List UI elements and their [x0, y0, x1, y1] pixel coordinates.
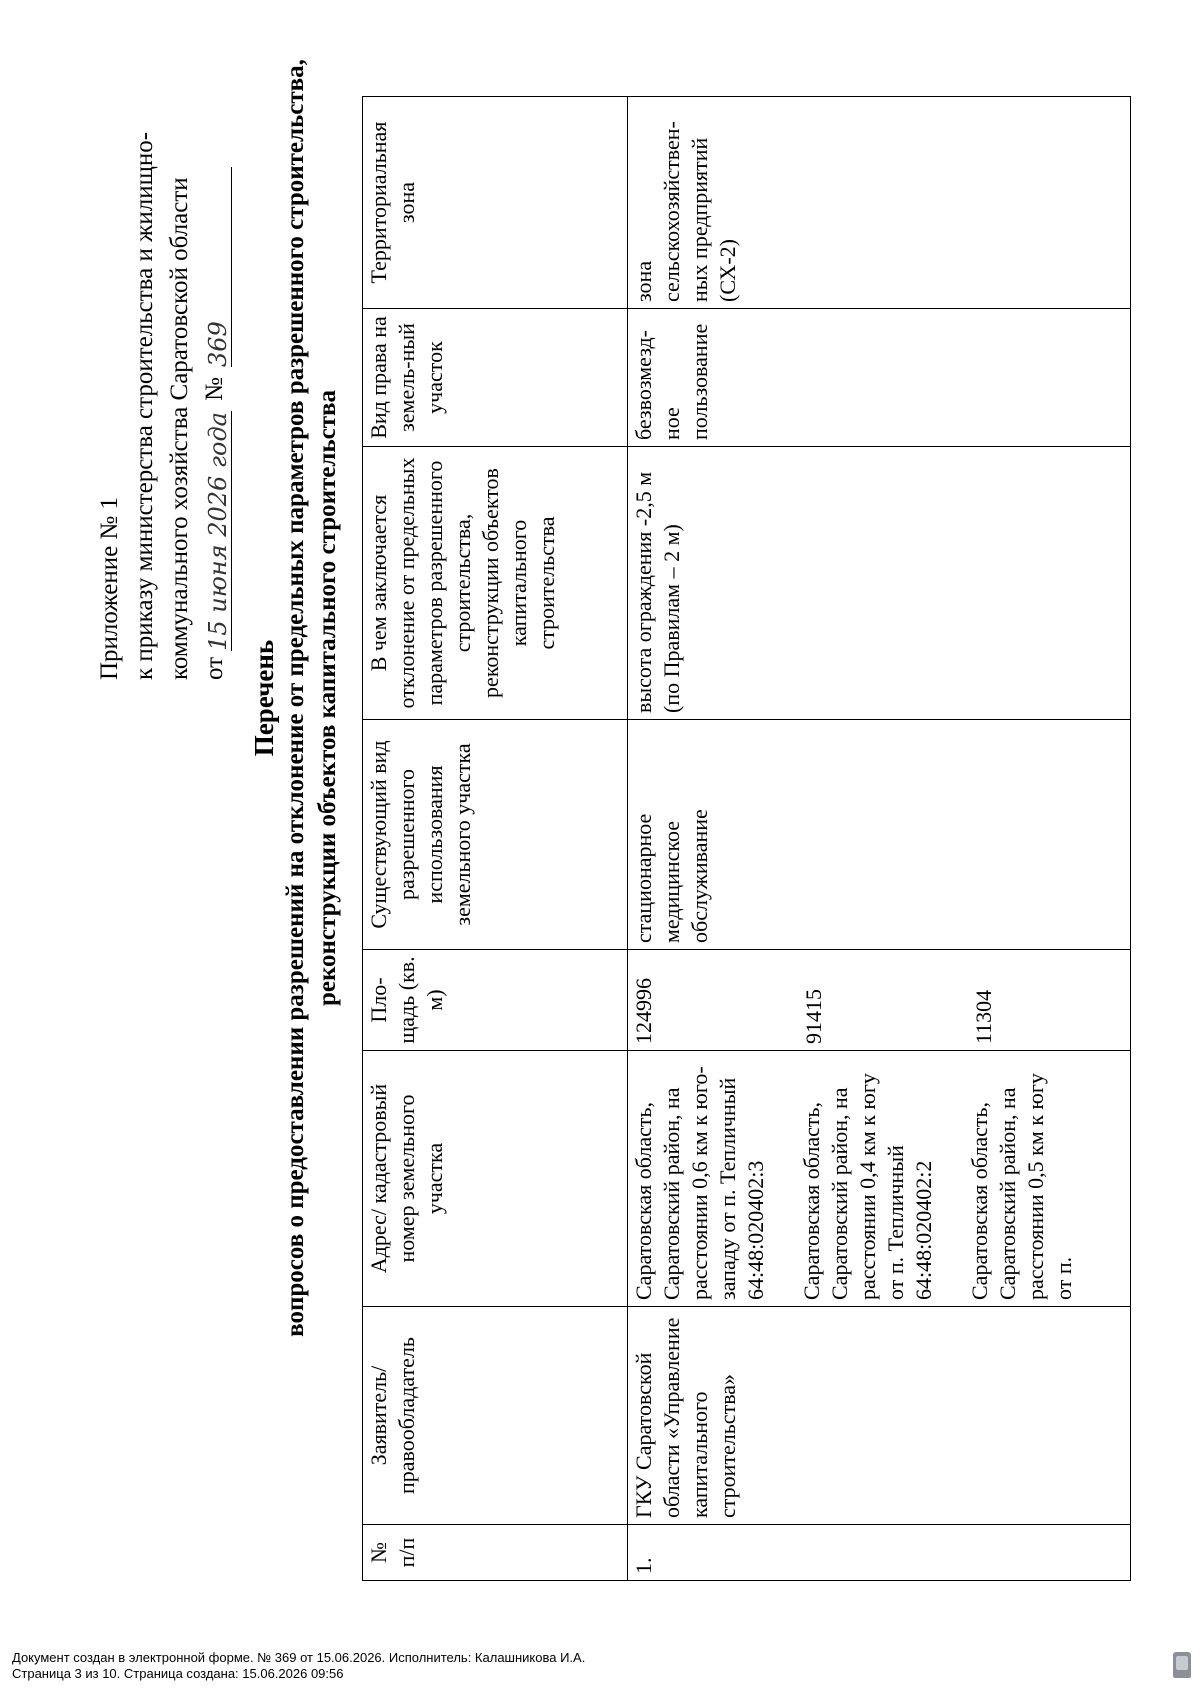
date-prefix: от [201, 656, 228, 680]
cell-right-type: безвозмезд-ное пользование [628, 309, 1131, 447]
handwritten-number: 369 [204, 321, 232, 368]
parcel-1 [630, 1057, 770, 1300]
handwritten-date: 15 июня 2026 года [204, 412, 232, 651]
appendix-line-2: к приказу министерства строительства и жилищно- [131, 131, 158, 680]
header-address: Адрес/ кадастровый номер земельного участка [363, 1051, 628, 1307]
header-right-type: Вид права на земель-ный участок [363, 309, 628, 447]
cell-num: 1. [628, 1525, 1131, 1581]
document-logo-icon [1173, 1652, 1191, 1678]
cell-area [628, 950, 1131, 1051]
header-deviation: В чем заключается отклонение от предельных параметров разрешенного строительства, реконструкции объектов капитального строительства [363, 447, 628, 720]
footer-line-2: Страница 3 из 10. Страница создана: 15.06.2026 09:56 [12, 1666, 344, 1681]
permits-table [362, 96, 1131, 1581]
parcel-2-address: Саратовская область, Саратовский район, на расстоянии 0,4 км к югу от п. Тепличный [799, 1073, 908, 1300]
document-title [248, 0, 344, 1498]
title-line-1: Перечень [249, 639, 279, 757]
parcel-1-area: 124996 [631, 978, 656, 1044]
header-existing-use: Существующий вид разрешенного использования земельного участка [363, 720, 628, 950]
header-zone: Территориальная зона [363, 97, 628, 309]
appendix-header [92, 132, 232, 680]
cell-address [628, 1051, 1131, 1307]
appendix-date-line [197, 132, 232, 680]
title-line-3: реконструкции объектов капитального строительства [314, 389, 341, 1007]
header-applicant: Заявитель/ правообладатель [363, 1307, 628, 1525]
parcel-1-address: Саратовская область, Саратовский район, на расстоянии 0,6 км к юго-западу от п. Тепличный [631, 1066, 740, 1300]
parcel-2 [798, 1057, 938, 1300]
header-area: Пло-щадь (кв. м) [363, 950, 628, 1051]
cell-deviation: высота ограждения -2,5 м (по Правилам – 2 м) [628, 447, 1131, 720]
parcel-3 [966, 1057, 1078, 1300]
appendix-line-1: Приложение № 1 [96, 496, 123, 680]
cell-existing-use: стационарное медицинское обслуживание [628, 720, 1131, 950]
cell-applicant: ГКУ Саратовской области «Управление капитального строительства» [628, 1307, 1131, 1525]
footer-line-1: Документ создан в электронной форме. № 369 от 15.06.2026. Исполнитель: Калашникова И.А. [12, 1650, 586, 1665]
document-footer [12, 1650, 585, 1682]
table-header-row [363, 97, 628, 1581]
parcel-1-cadastral: 64:48:020402:3 [743, 1160, 768, 1300]
date-field [201, 411, 232, 651]
table-row [628, 97, 1131, 1581]
number-field [201, 167, 232, 367]
header-num: № п/п [363, 1525, 628, 1581]
number-prefix: № [201, 377, 228, 401]
cell-zone: зона сельскохозяйствен-ных предприятий (СХ-2) [628, 97, 1131, 309]
parcel-3-address: Саратовская область, Саратовский район, на расстоянии 0,5 км к югу от п. [967, 1073, 1076, 1300]
parcel-3-area: 11304 [971, 989, 996, 1044]
parcel-2-area: 91415 [801, 989, 826, 1044]
appendix-line-3: коммунального хозяйства Саратовской области [166, 177, 193, 680]
title-line-2: вопросов о предоставлении разрешений на отклонение от предельных параметров разрешенного строительства, [282, 59, 309, 1337]
parcel-2-cadastral: 64:48:020402:2 [911, 1160, 936, 1300]
